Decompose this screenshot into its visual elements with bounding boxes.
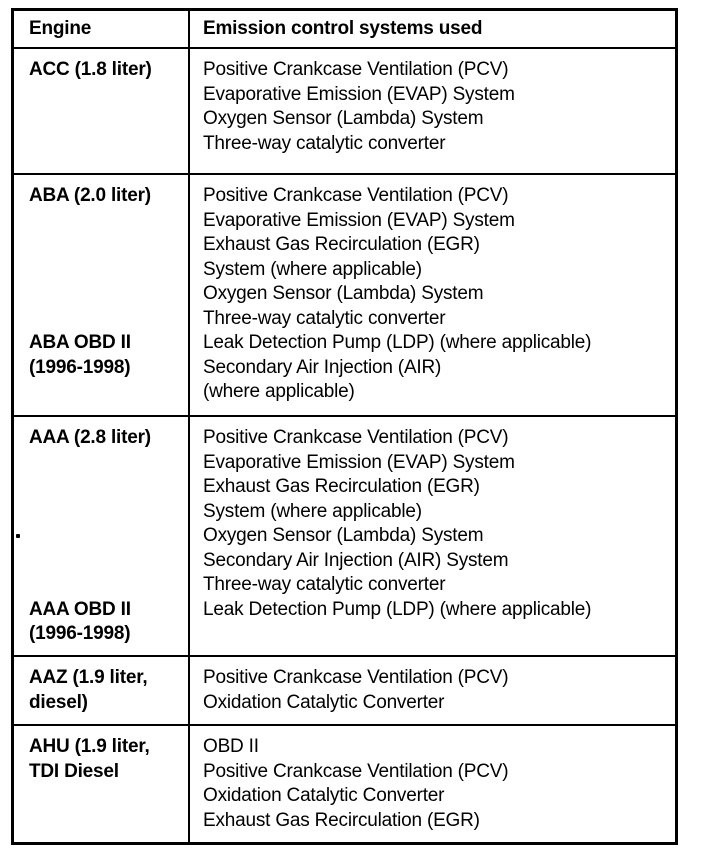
emission-control-systems-table	[11, 8, 678, 845]
system-item: Positive Crankcase Ventilation (PCV)	[203, 59, 509, 80]
system-item: Three-way catalytic converter	[203, 307, 446, 329]
table-row	[14, 415, 675, 655]
column-header-systems-cell	[190, 11, 675, 47]
system-item: Secondary Air Injection (AIR) System	[203, 549, 509, 571]
engine-code-line: AAZ (1.9 liter,	[29, 667, 148, 688]
engine-code-line: (1996-1998)	[29, 356, 131, 378]
engine-code-line: AAA (2.8 liter)	[29, 427, 151, 448]
system-item: Oxidation Catalytic Converter	[203, 785, 445, 806]
engine-code-line	[29, 524, 182, 549]
engine-cell	[14, 49, 190, 173]
system-item: Secondary Air Injection (AIR)	[203, 356, 442, 378]
system-item: Leak Detection Pump (LDP) (where applicable)	[203, 598, 592, 620]
systems-cell	[190, 175, 675, 415]
system-item: (where applicable)	[203, 381, 355, 402]
engine-code-line: (1996-1998)	[29, 623, 131, 644]
table-header-row	[14, 11, 675, 47]
system-item: System (where applicable)	[203, 258, 422, 280]
system-item: Positive Crankcase Ventilation (PCV)	[203, 427, 509, 448]
system-item: System (where applicable)	[203, 500, 422, 522]
scan-artifact-dot	[16, 534, 20, 538]
engine-code-line	[29, 475, 182, 500]
column-header-systems: Emission control systems used	[203, 18, 483, 39]
table-row	[14, 173, 675, 415]
system-item: Exhaust Gas Recirculation (EGR)	[203, 234, 480, 255]
systems-cell	[190, 49, 675, 173]
engine-cell	[14, 726, 190, 842]
engine-code-line: ABA (2.0 liter)	[29, 185, 151, 206]
system-item: OBD II	[203, 736, 259, 757]
system-item: Evaporative Emission (EVAP) System	[203, 451, 515, 473]
engine-code-line	[29, 209, 182, 234]
system-item: Oxygen Sensor (Lambda) System	[203, 108, 484, 129]
system-item: Exhaust Gas Recirculation (EGR)	[203, 476, 480, 497]
engine-code-line	[29, 307, 182, 332]
engine-code-line: diesel)	[29, 691, 88, 713]
system-item: Oxygen Sensor (Lambda) System	[203, 525, 484, 546]
engine-code-line	[29, 258, 182, 283]
engine-code-line: ACC (1.8 liter)	[29, 59, 152, 80]
system-item: Three-way catalytic converter	[203, 574, 446, 595]
table-row	[14, 47, 675, 173]
engine-code-line: TDI Diesel	[29, 760, 119, 782]
engine-code-line	[29, 380, 182, 405]
systems-cell	[190, 726, 675, 842]
engine-code-line	[29, 233, 182, 258]
table-row	[14, 655, 675, 724]
system-item: Oxygen Sensor (Lambda) System	[203, 283, 484, 304]
system-item: Positive Crankcase Ventilation (PCV)	[203, 667, 509, 688]
engine-code-line: ABA OBD II	[29, 332, 131, 353]
system-item: Oxidation Catalytic Converter	[203, 691, 445, 713]
system-item: Positive Crankcase Ventilation (PCV)	[203, 185, 509, 206]
table-row	[14, 724, 675, 842]
engine-cell	[14, 175, 190, 415]
engine-code-line	[29, 500, 182, 525]
system-item: Evaporative Emission (EVAP) System	[203, 209, 515, 231]
system-item: Positive Crankcase Ventilation (PCV)	[203, 760, 509, 782]
engine-code-line	[29, 282, 182, 307]
systems-cell	[190, 657, 675, 724]
systems-cell	[190, 417, 675, 655]
engine-code-line	[29, 573, 182, 598]
engine-code-line	[29, 549, 182, 574]
engine-code-line: AHU (1.9 liter,	[29, 736, 150, 757]
column-header-engine-cell	[14, 11, 190, 47]
engine-code-line: AAA OBD II	[29, 598, 131, 620]
engine-cell	[14, 657, 190, 724]
column-header-engine: Engine	[29, 18, 92, 39]
engine-code-line	[29, 451, 182, 476]
system-item: Leak Detection Pump (LDP) (where applicable)	[203, 332, 592, 353]
system-item: Evaporative Emission (EVAP) System	[203, 83, 515, 105]
system-item: Three-way catalytic converter	[203, 132, 446, 154]
system-item: Exhaust Gas Recirculation (EGR)	[203, 809, 480, 831]
engine-cell	[14, 417, 190, 655]
